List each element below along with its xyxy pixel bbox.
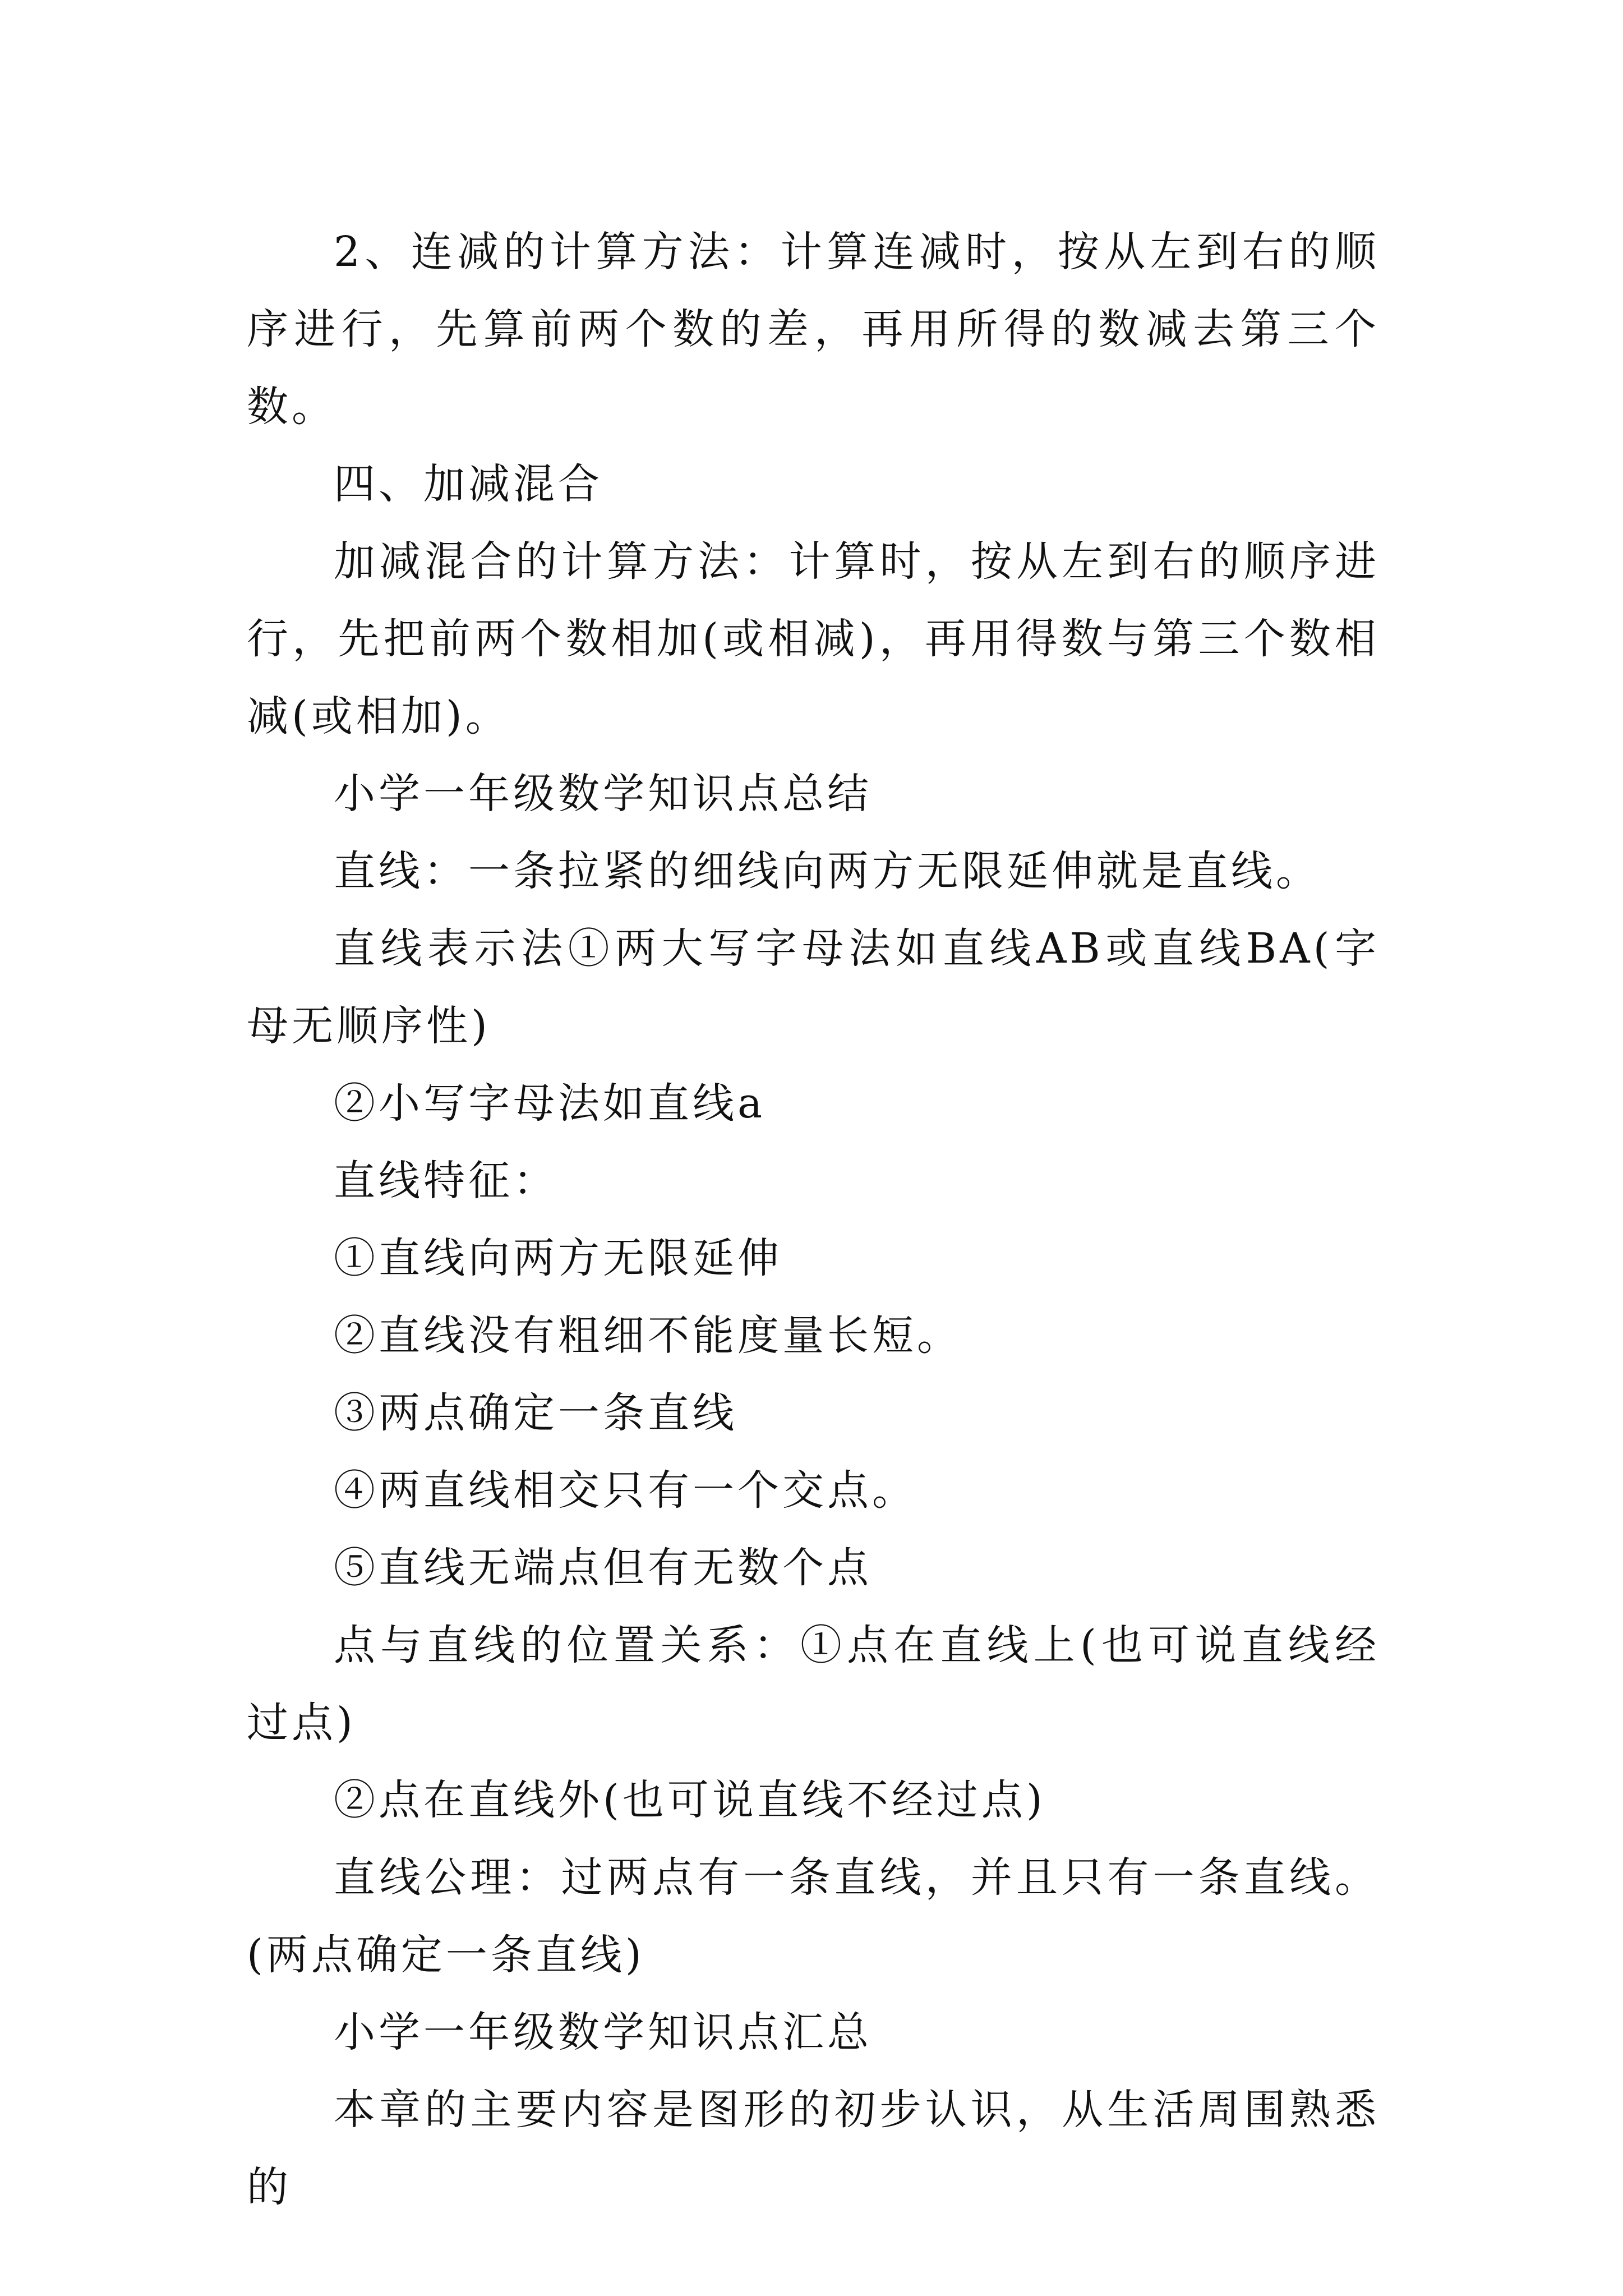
list-item-feature-3: ③两点确定一条直线: [334, 1389, 737, 1437]
paragraph-point-outside-line: ②点在直线外(也可说直线不经过点): [334, 1776, 1046, 1824]
heading-knowledge-collection: 小学一年级数学知识点汇总: [334, 2008, 872, 2056]
paragraph-lowercase-notation: ②小写字母法如直线a: [334, 1079, 766, 1128]
paragraph-line-notation: 直线表示法①两大写字母法如直线AB或直线BA(字母无顺序性): [247, 924, 1380, 1050]
paragraph-line-definition: 直线：一条拉紧的细线向两方无限延伸就是直线。: [334, 847, 1321, 895]
paragraph-subtraction-method: 2、连减的计算方法：计算连减时，按从左到右的顺序进行，先算前两个数的差，再用所得的数减去第三个数。: [247, 228, 1380, 431]
list-item-feature-4: ④两直线相交只有一个交点。: [334, 1466, 917, 1515]
paragraph-line-features-title: 直线特征：: [334, 1157, 558, 1205]
paragraph-line-axiom: 直线公理：过两点有一条直线，并且只有一条直线。(两点确定一条直线): [247, 1853, 1380, 1979]
document-body: [247, 213, 1380, 2226]
list-item-feature-5: ⑤直线无端点但有无数个点: [334, 1544, 872, 1592]
list-item-feature-2: ②直线没有粗细不能度量长短。: [334, 1312, 962, 1360]
heading-knowledge-summary: 小学一年级数学知识点总结: [334, 770, 872, 818]
paragraph-point-line-relation: 点与直线的位置关系：①点在直线上(也可说直线经过点): [247, 1621, 1380, 1747]
list-item-feature-1: ①直线向两方无限延伸: [334, 1234, 782, 1282]
heading-mixed-operations: 四、加减混合: [334, 460, 603, 508]
paragraph-mixed-method: 加减混合的计算方法：计算时，按从左到右的顺序进行，先把前两个数相加(或相减)，再用得数与第三个数相减(或相加)。: [247, 537, 1380, 740]
paragraph-chapter-intro: 本章的主要内容是图形的初步认识，从生活周围熟悉的: [247, 2086, 1380, 2211]
